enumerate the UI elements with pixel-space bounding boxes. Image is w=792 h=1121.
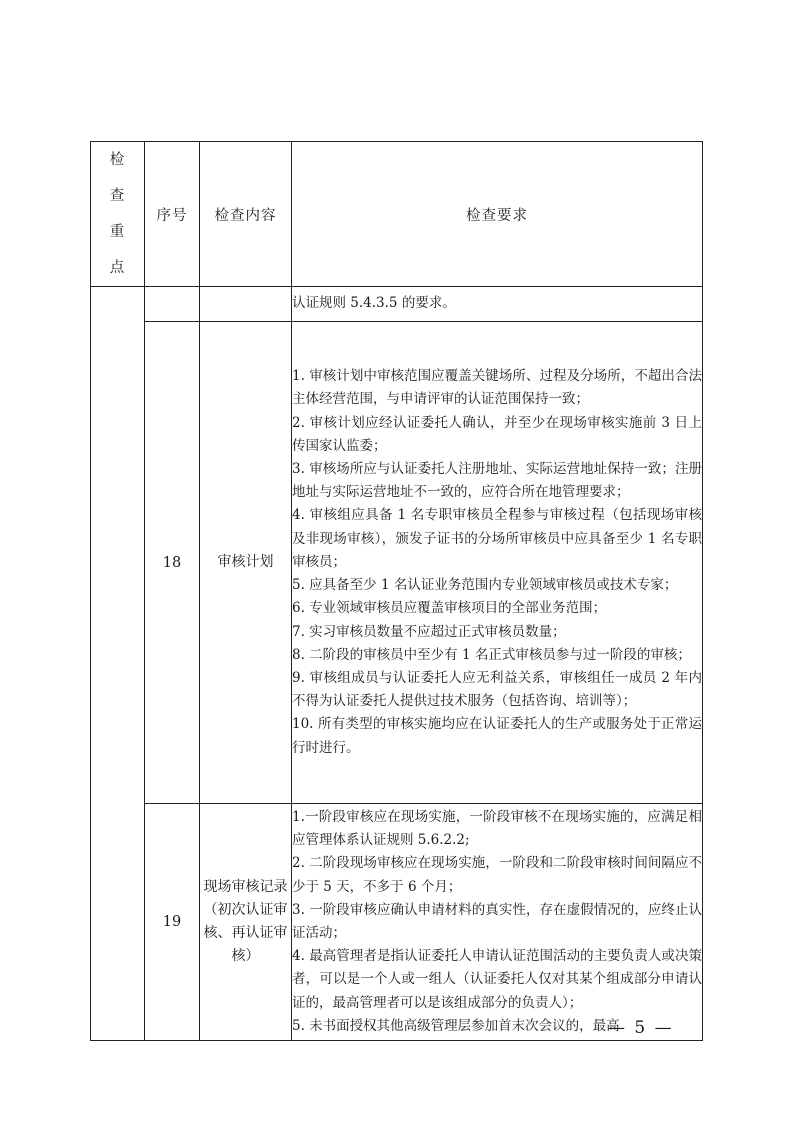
requirement-item: 1. 审核计划中审核范围应覆盖关键场所、过程及分场所，不超出合法主体经营范围，与申请评审的认证范围保持一致； xyxy=(292,368,702,408)
table-row xyxy=(91,804,703,1041)
requirement-item: 1.一阶段审核应在现场实施，一阶段审核不在现场实施的，应满足相应管理体系认证规则 5.6.2.2; xyxy=(292,808,702,849)
inspection-table xyxy=(90,141,703,1041)
seq-cell: 19 xyxy=(145,804,200,1041)
header-focus xyxy=(91,142,145,287)
requirement-item: 2. 二阶段现场审核应在现场实施，一阶段和二阶段审核时间间隔应不少于 5 天，不多于 6 个月； xyxy=(292,855,702,895)
header-focus-label: 检查重点 xyxy=(109,152,126,276)
content-cell: 现场审核记录（初次认证审核、再认证审核） xyxy=(200,804,292,1041)
requirement-item: 5. 未书面授权其他高级管理层参加首末次会议的，最高 xyxy=(292,1017,620,1034)
header-seq: 序号 xyxy=(145,142,200,287)
focus-cell xyxy=(91,287,145,1041)
requirement-item: 8. 二阶段的审核员中至少有 1 名正式审核员参与过一阶段的审核； xyxy=(292,646,691,663)
requirement-item: 5. 应具备至少 1 名认证业务范围内专业领域审核员或技术专家； xyxy=(292,577,678,594)
seq-cell: 18 xyxy=(145,322,200,804)
header-content: 检查内容 xyxy=(200,142,292,287)
requirement-item: 10. 所有类型的审核实施均应在认证委托人的生产或服务处于正常运行时进行。 xyxy=(292,716,702,756)
requirement-item: 9. 审核组成员与认证委托人应无利益关系，审核组任一成员 2 年内不得为认证委托人提供过技术服务（包括咨询、培训等）； xyxy=(292,669,702,710)
page-number: — 5 — xyxy=(608,1018,674,1038)
requirement-cell xyxy=(292,287,703,322)
requirement-item: 2. 审核计划应经认证委托人确认，并至少在现场审核实施前 3 日上传国家认监委； xyxy=(292,414,702,454)
requirement-item: 认证规则 5.4.3.5 的要求。 xyxy=(292,295,456,312)
content-cell: 审核计划 xyxy=(200,322,292,804)
requirement-item: 4. 审核组应具备 1 名专职审核员全程参与审核过程（包括现场审核及非现场审核），颁发子证书的分场所审核员中应具备至少 1 名专职审核员； xyxy=(292,507,702,570)
table-row xyxy=(91,287,703,322)
requirement-item: 7. 实习审核员数量不应超过正式审核员数量； xyxy=(292,623,566,640)
seq-cell xyxy=(145,287,200,322)
requirement-cell xyxy=(292,804,703,1041)
requirement-cell xyxy=(292,322,703,804)
header-requirement: 检查要求 xyxy=(292,142,703,287)
table-row xyxy=(91,322,703,804)
requirement-item: 3. 一阶段审核应确认申请材料的真实性，存在虚假情况的，应终止认证活动； xyxy=(292,901,702,941)
requirement-item: 3. 审核场所应与认证委托人注册地址、实际运营地址保持一致；注册地址与实际运营地址不一致的，应符合所在地管理要求； xyxy=(292,461,702,501)
content-cell xyxy=(200,287,292,322)
requirement-item: 4. 最高管理者是指认证委托人申请认证范围活动的主要负责人或决策者，可以是一个人或一组人（认证委托人仅对其某个组成部分申请认证的，最高管理者可以是该组成部分的负责人）； xyxy=(292,948,702,1011)
table-header-row xyxy=(91,142,703,287)
requirement-item: 6. 专业领域审核员应覆盖审核项目的全部业务范围； xyxy=(292,600,607,617)
